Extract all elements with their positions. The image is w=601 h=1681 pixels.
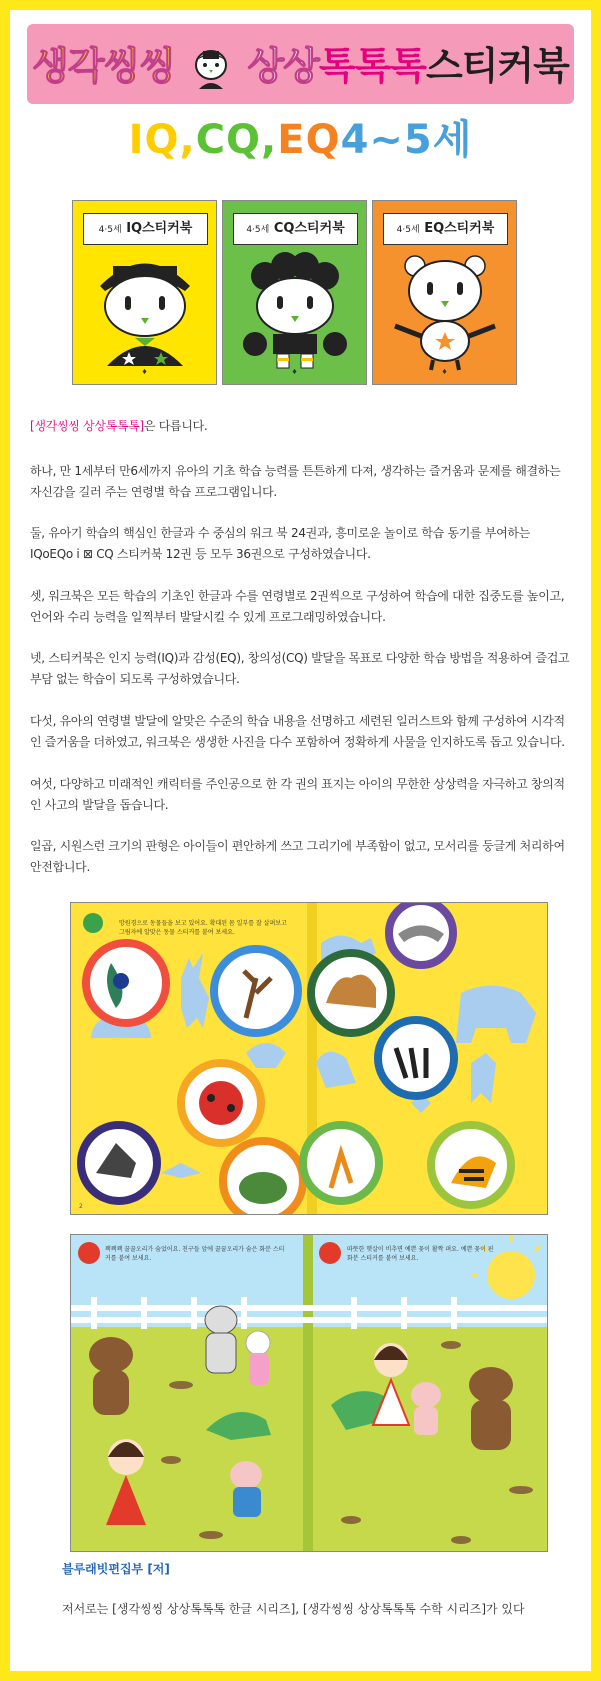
- spread2-left-instruction: 꽥꽥꽥 꿀꿀오리가 숨었어요. 친구들 앞에 꿀꿀오리가 숨은 화분 스티커를 붙여 보세요.: [105, 1246, 285, 1262]
- spread1-page-number: 2: [79, 1203, 83, 1210]
- title-banner: [27, 24, 574, 104]
- subtitle-comma2: ,: [261, 117, 278, 163]
- book-covers: [72, 200, 532, 385]
- subtitle-age: 4~5세: [340, 117, 473, 163]
- banner-part1: 생각씽씽: [32, 44, 175, 89]
- cover-iq-publisher: ♦: [141, 368, 148, 376]
- sticker-spread-animals: [70, 902, 548, 1215]
- spread1-instruction: 망원경으로 동물들을 보고 있어요. 확대된 몸 일부를 잘 살펴보고 그림자에 알맞은 동물 스티커를 붙여 보세요.: [119, 920, 287, 936]
- cover-iq-title: 4·5세 IQ스티커북: [83, 213, 208, 245]
- paragraph-4: 넷, 스티커북은 인지 능력(IQ)과 감성(EQ), 창의성(CQ) 발달을 목표로 다양한 학습 방법을 적용하여 즐겁고 부담 없는 학습이 되도록 구성하였습니다.: [30, 651, 570, 686]
- paragraph-6: 여섯, 다양하고 미래적인 캐릭터를 주인공으로 한 각 권의 표지는 아이의 무한한 상상력을 자극하고 창의적인 사고의 발달을 돕습니다.: [30, 777, 565, 812]
- subtitle-cq: CQ: [195, 117, 262, 163]
- spread2-right-instruction: 따뜻한 햇살이 비추면 예쁜 꽃이 활짝 펴요. 예쁜 꽃이 핀 화분 스티커를 붙여 보세요.: [347, 1246, 494, 1262]
- cover-cq-title: 4·5세 CQ스티커북: [233, 213, 358, 245]
- paragraph-5: 다섯, 유아의 연령별 발달에 알맞은 수준의 학습 내용을 선명하고 세련된 일러스트와 함께 구성하여 시각적인 즐거움을 더하였고, 워크북은 생생한 사진을 다수 포함하여 정확하게 사물을 인지하도록 돕고 있습니다.: [30, 714, 565, 749]
- subtitle-iq: IQ: [128, 117, 180, 163]
- intro-line: [30, 416, 575, 437]
- subtitle: [0, 108, 601, 165]
- cover-eq-publisher: ♦: [441, 368, 448, 376]
- subtitle-comma1: ,: [179, 117, 196, 163]
- banner-title: [32, 35, 569, 93]
- intro-rest: 은 다릅니다.: [143, 419, 208, 433]
- banner-part4: 스티커북: [426, 44, 569, 89]
- author-credit: 블루래빗편집부 [저]: [62, 1562, 170, 1576]
- cover-eq-title: 4·5세 EQ스티커북: [383, 213, 508, 245]
- garden-scene-illustration: [71, 1235, 548, 1552]
- cover-cq: [222, 200, 367, 385]
- paragraph-3: 셋, 워크북은 모든 학습의 기초인 한글과 수를 연령별로 2권씩으로 구성하여 학습에 대한 집중도를 높이고, 언어와 수리 능력을 일찍부터 발달시킬 수 있게 프로그래밍하였습니다.: [30, 589, 565, 624]
- paragraph-7: 일곱, 시원스런 크기의 판형은 아이들이 편안하게 쓰고 그리기에 부족함이 없고, 모서리를 둥글게 처리하여 안전합니다.: [30, 839, 565, 874]
- paragraph-2: 둘, 유아기 학습의 핵심인 한글과 수 중심의 워크 북 24권과, 흥미로운 놀이로 학습 동기를 부여하는 IQoEQo i ⊠ CQ 스티커북 12권 등 모두 36권으로 구성하였습니다.: [30, 526, 531, 561]
- paragraph-1: 하나, 만 1세부터 만6세까지 유아의 기초 학습 능력를 튼튼하게 다져, 생각하는 즐거움과 문제를 해결하는 자신감을 길러 주는 연령별 학습 프로그램입니다.: [30, 464, 561, 499]
- sticker-spread-garden: [70, 1234, 548, 1552]
- iq-character-illustration: [85, 246, 205, 371]
- cover-iq: [72, 200, 217, 385]
- eq-character-illustration: [385, 246, 505, 371]
- cover-cq-publisher: ♦: [291, 368, 298, 376]
- author-bio: 저서로는 [생각씽씽 상상톡톡톡 한글 시리즈], [생각씽씽 상상톡톡톡 수학 시리즈]가 있다: [62, 1602, 525, 1616]
- banner-part2: 상상: [247, 44, 319, 89]
- cq-character-illustration: [235, 246, 355, 371]
- banner-part3: 톡톡톡: [318, 44, 426, 89]
- subtitle-eq: EQ: [277, 117, 341, 163]
- animal-sticker-illustration: [71, 903, 548, 1215]
- mascot-icon: [191, 45, 231, 93]
- series-name-highlight: [생각씽씽 상상톡톡톡]: [30, 419, 144, 433]
- cover-eq: [372, 200, 517, 385]
